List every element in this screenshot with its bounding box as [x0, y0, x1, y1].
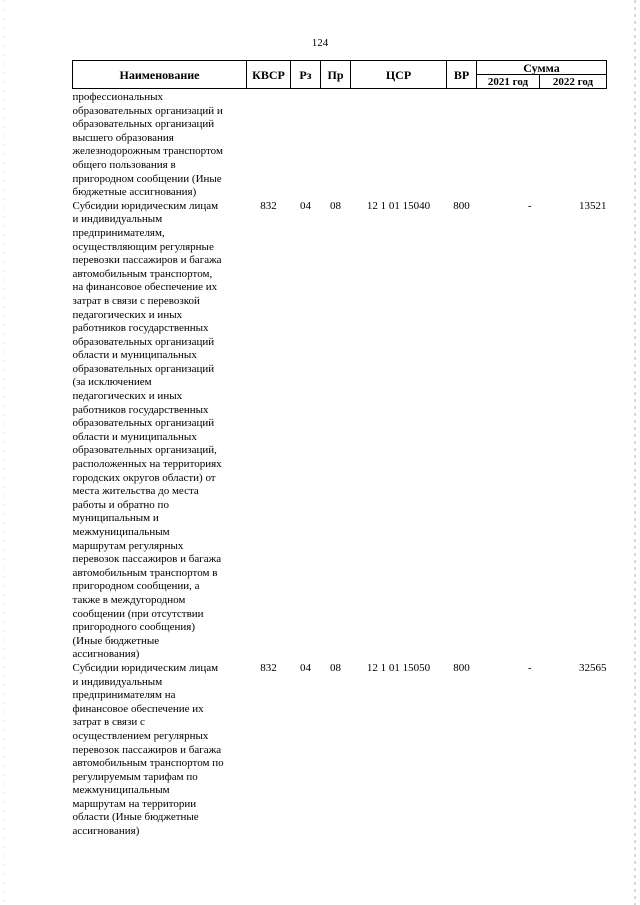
row-sum-2021: -	[527, 661, 532, 674]
row-pr: 08	[330, 199, 341, 212]
header-name: Наименование	[73, 61, 247, 89]
header-sum: Сумма	[477, 61, 607, 75]
row-rz: 04	[300, 199, 311, 212]
row-sum-2021: -	[527, 199, 532, 212]
header-rz: Рз	[291, 61, 321, 89]
header-year-2022: 2022 год	[540, 75, 607, 89]
row-vr: 800	[453, 661, 470, 674]
row-sum-2022: 32565	[579, 661, 607, 674]
row-rz: 04	[300, 661, 311, 674]
header-pr: Пр	[321, 61, 351, 89]
row-name: Субсидии юридическим лицам и индивидуальным предпринимателям на финансовое обеспечение их затрат в связи с осуществлением регулярных перевозок пассажиров и багажа автомобильным транспортом по регулируемым тарифам по межмуниципальным маршрутам на территории области (Иные бюджетные ассигнования)	[72, 661, 224, 838]
table-row-continuation	[73, 89, 607, 200]
header-year-2021: 2021 год	[477, 75, 540, 89]
row-csr: 12 1 01 15040	[366, 199, 431, 212]
row-vr: 800	[453, 199, 470, 212]
scan-edge-left	[3, 0, 4, 905]
table-row	[73, 662, 607, 839]
header-vr: ВР	[447, 61, 477, 89]
budget-table	[72, 60, 607, 839]
row-csr: 12 1 01 15050	[366, 661, 431, 674]
header-row-top	[73, 61, 607, 75]
page-number: 124	[311, 37, 329, 49]
row-name: Субсидии юридическим лицам и индивидуальным предпринимателям, осуществляющим регулярные перевозки пассажиров и багажа автомобильным транспортом, на финансовое обеспечение их затрат в связи с перевозкой педагогических и иных работников государственных образовательных организаций области и муниципальных образовательных организаций (за исключением педагогических и иных работников государственных образовательных организаций области и муниципальных образовательных организаций, расположенных на территориях городских округов области) от места жительства до места работы и обратно по муниципальным и межмуниципальным маршрутам регулярных перевозок пассажиров и багажа автомобильным транспортом в пригородном сообщении, а также в междугородном сообщении (при отсутствии пригородного сообщения) (Иные бюджетные ассигнования)	[72, 199, 222, 661]
row-pr: 08	[330, 661, 341, 674]
table-row	[73, 200, 607, 662]
row-name: профессиональных образовательных организаций и образовательных организаций высшего образования железнодорожным транспортом общего пользования в пригородном сообщении (Иные бюджетные ассигнования)	[72, 91, 223, 199]
row-sum-2022: 13521	[579, 199, 607, 212]
header-kvsr: КВСР	[247, 61, 291, 89]
header-csr: ЦСР	[351, 61, 447, 89]
row-kvsr: 832	[260, 661, 277, 674]
row-kvsr: 832	[260, 199, 277, 212]
scan-edge-right	[634, 0, 636, 905]
